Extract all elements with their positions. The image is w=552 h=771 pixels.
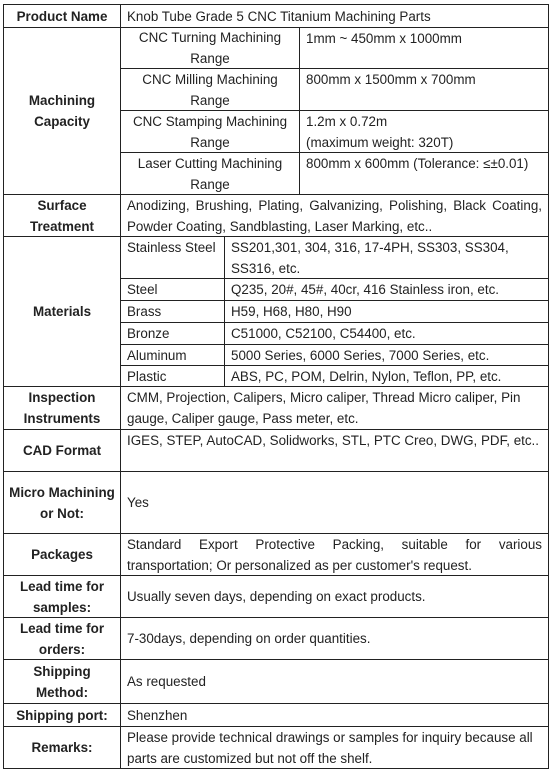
capacity-laser-value: 800mm x 600mm (Tolerance: ≤±0.01) <box>299 152 549 195</box>
materials-label: Materials <box>3 236 121 387</box>
material-stainless-value: SS201,301, 304, 316, 17-4PH, SS303, SS304, SS316, etc. <box>224 236 549 279</box>
capacity-turning-value: 1mm ~ 450mm x 1000mm <box>299 27 549 69</box>
capacity-milling-name: CNC Milling Machining Range <box>120 68 300 111</box>
material-brass-value: H59, H68, H80, H90 <box>224 300 549 323</box>
remarks-value: Please provide technical drawings or samples for inquiry because all parts are customized but not off the shelf. <box>120 726 549 769</box>
remarks-label: Remarks: <box>3 726 121 769</box>
micro-machining-value: Yes <box>120 471 549 534</box>
material-steel-name: Steel <box>120 278 225 301</box>
cad-format-label: CAD Format <box>3 429 121 472</box>
lead-time-orders-label: Lead time for orders: <box>3 617 121 660</box>
material-aluminum-name: Aluminum <box>120 344 225 366</box>
capacity-stamping-name: CNC Stamping Machining Range <box>120 110 300 153</box>
inspection-value: CMM, Projection, Calipers, Micro caliper, Thread Micro caliper, Pin gauge, Caliper gauge, Pass meter, etc. <box>120 386 549 430</box>
material-plastic-name: Plastic <box>120 365 225 387</box>
packages-value: Standard Export Protective Packing, suitable for various transportation; Or personalized as per customer's request. <box>120 533 549 576</box>
material-bronze-name: Bronze <box>120 322 225 345</box>
material-steel-value: Q235, 20#, 45#, 40cr, 416 Stainless iron, etc. <box>224 278 549 301</box>
capacity-stamping-size: 1.2m x 0.72m <box>306 114 388 129</box>
capacity-turning-name: CNC Turning Machining Range <box>120 27 300 69</box>
material-plastic-value: ABS, PC, POM, Delrin, Nylon, Teflon, PP, etc. <box>224 365 549 387</box>
capacity-stamping-value <box>299 110 549 153</box>
material-bronze-value: C51000, C52100, C54400, etc. <box>224 322 549 345</box>
micro-machining-label: Micro Machining or Not: <box>3 471 121 534</box>
capacity-laser-name: Laser Cutting Machining Range <box>120 152 300 195</box>
lead-time-samples-value: Usually seven days, depending on exact products. <box>120 575 549 618</box>
lead-time-samples-label: Lead time for samples: <box>3 575 121 618</box>
material-aluminum-value: 5000 Series, 6000 Series, 7000 Series, etc. <box>224 344 549 366</box>
surface-treatment-value: Anodizing, Brushing, Plating, Galvanizing, Polishing, Black Coating, Powder Coating, Sandblasting, Laser Marking, etc.. <box>120 194 549 237</box>
capacity-stamping-weight: (maximum weight: 320T) <box>306 135 454 150</box>
material-brass-name: Brass <box>120 300 225 323</box>
shipping-port-label: Shipping port: <box>3 703 121 727</box>
shipping-port-value: Shenzhen <box>120 703 549 727</box>
capacity-milling-value: 800mm x 1500mm x 700mm <box>299 68 549 111</box>
lead-time-orders-value: 7-30days, depending on order quantities. <box>120 617 549 660</box>
shipping-method-value: As requested <box>120 659 549 704</box>
cad-format-value: IGES, STEP, AutoCAD, Solidworks, STL, PTC Creo, DWG, PDF, etc.. <box>120 429 549 472</box>
inspection-label: Inspection Instruments <box>3 386 121 430</box>
machining-capacity-label: Machining Capacity <box>3 27 121 195</box>
product-name-value: Knob Tube Grade 5 CNC Titanium Machining Parts <box>120 4 549 28</box>
shipping-method-label: Shipping Method: <box>3 659 121 704</box>
product-name-label: Product Name <box>3 4 121 28</box>
surface-treatment-label: Surface Treatment <box>3 194 121 237</box>
material-stainless-name: Stainless Steel <box>120 236 225 279</box>
packages-label: Packages <box>3 533 121 576</box>
